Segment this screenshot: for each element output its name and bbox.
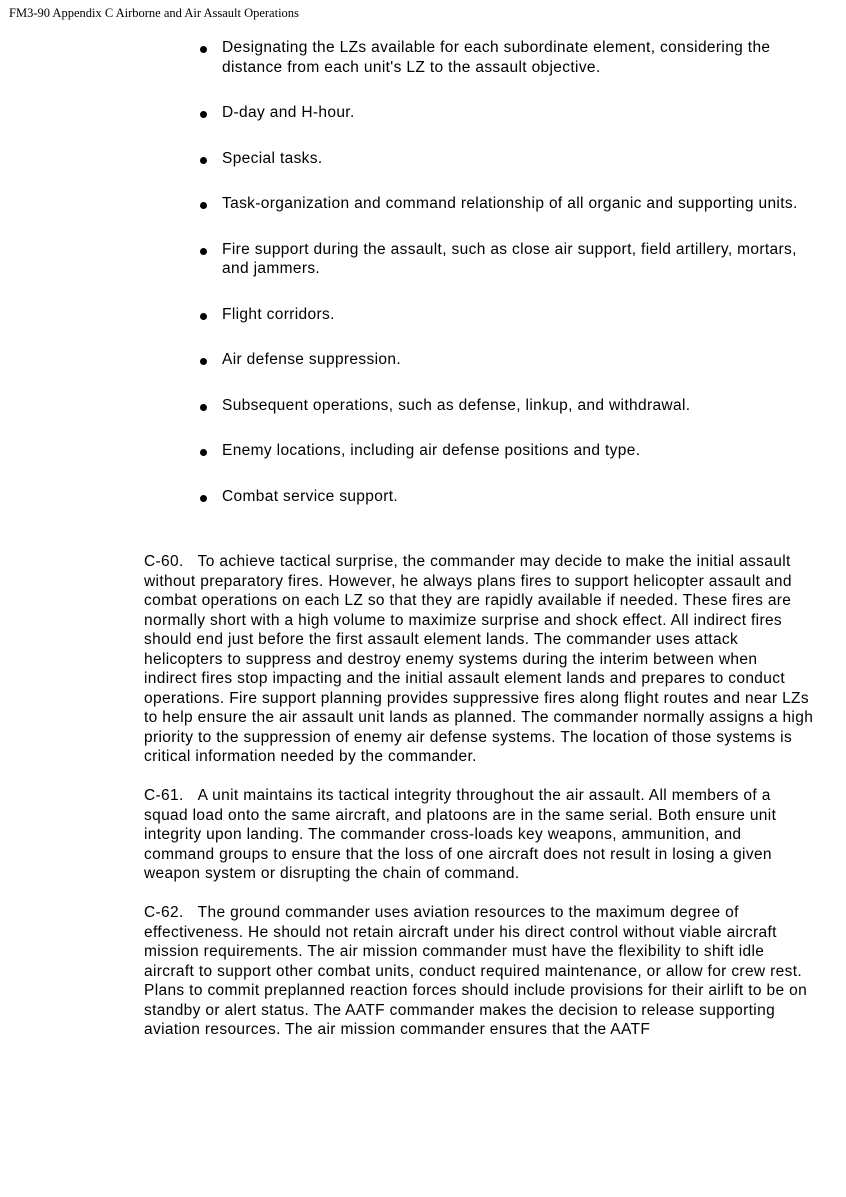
bullet-icon (200, 404, 207, 411)
bullet-icon (200, 313, 207, 320)
bullet-icon (200, 202, 207, 209)
bullet-icon (200, 46, 207, 53)
paragraph-text: To achieve tactical surprise, the commander may decide to make the initial assault without preparatory fires. However, he always plans fires to support helicopter assault and combat operations on each LZ so that they are rapidly available if needed. These fires are normally short with a high volume to maximize surprise and shock effect. All indirect fires should end just before the first assault element lands. The commander uses attack helicopters to suppress and destroy enemy systems during the interim between when indirect fires stop impacting and the initial assault element lands and prepares to conduct operations. Fire support planning provides suppressive fires along flight routes and near LZs to help ensure the air assault unit lands as planned. The commander normally assigns a high priority to the suppression of enemy air defense systems. The location of those systems is critical information needed by the commander. (144, 553, 814, 765)
body-text (144, 552, 814, 1059)
paragraph-c-62 (144, 903, 814, 1040)
list-item (196, 487, 816, 507)
list-item (196, 396, 816, 416)
bullet-icon (200, 449, 207, 456)
bullet-list (196, 38, 816, 532)
bullet-icon (200, 358, 207, 365)
list-item-text: Combat service support. (222, 487, 399, 505)
list-item-text: Air defense suppression. (222, 351, 401, 368)
paragraph-number: C-60. (144, 553, 184, 570)
list-item (196, 38, 816, 77)
list-item (196, 103, 816, 123)
list-item-text: Designating the LZs available for each subordinate element, considering the distance from each unit's LZ to the assault objective. (222, 39, 771, 76)
bullet-icon (200, 157, 207, 164)
list-item (196, 194, 816, 214)
paragraph-number: C-61. (144, 787, 184, 804)
paragraph-c-61 (144, 786, 814, 884)
bullet-icon (200, 248, 207, 255)
paragraph-c-60 (144, 552, 814, 767)
paragraph-number: C-62. (144, 904, 184, 921)
paragraph-text: The ground commander uses aviation resources to the maximum degree of effectiveness. He should not retain aircraft under his direct control without viable aircraft mission requirements. The air mission commander must have the flexibility to shift idle aircraft to support other combat units, conduct required maintenance, or allow for crew rest. Plans to commit preplanned reaction forces should include provisions for their airlift to be on standby or alert status. The AATF commander makes the decision to release supporting aviation resources. The air mission commander ensures that the AATF (144, 904, 808, 1038)
list-item (196, 350, 816, 370)
list-item (196, 240, 816, 279)
list-item (196, 149, 816, 169)
bullet-icon (200, 495, 207, 502)
list-item-text: Special tasks. (222, 149, 323, 167)
list-item-text: Flight corridors. (222, 305, 335, 323)
list-item-text: Task-organization and command relationship of all organic and supporting units. (222, 195, 798, 212)
list-item-text: D-day and H-hour. (222, 104, 355, 121)
list-item-text: Enemy locations, including air defense positions and type. (222, 442, 641, 459)
list-item-text: Fire support during the assault, such as close air support, field artillery, mortars, and jammers. (222, 240, 797, 277)
bullet-icon (200, 111, 207, 118)
paragraph-text: A unit maintains its tactical integrity throughout the air assault. All members of a squad load onto the same aircraft, and platoons are in the same serial. Both ensure unit integrity upon landing. The commander cross-loads key weapons, ammunition, and command groups to ensure that the loss of one aircraft does not result in losing a given weapon system or disrupting the chain of command. (144, 787, 777, 882)
list-item-text: Subsequent operations, such as defense, linkup, and withdrawal. (222, 396, 691, 414)
list-item (196, 305, 816, 325)
list-item (196, 441, 816, 461)
running-header: FM3-90 Appendix C Airborne and Air Assault Operations (9, 6, 299, 20)
